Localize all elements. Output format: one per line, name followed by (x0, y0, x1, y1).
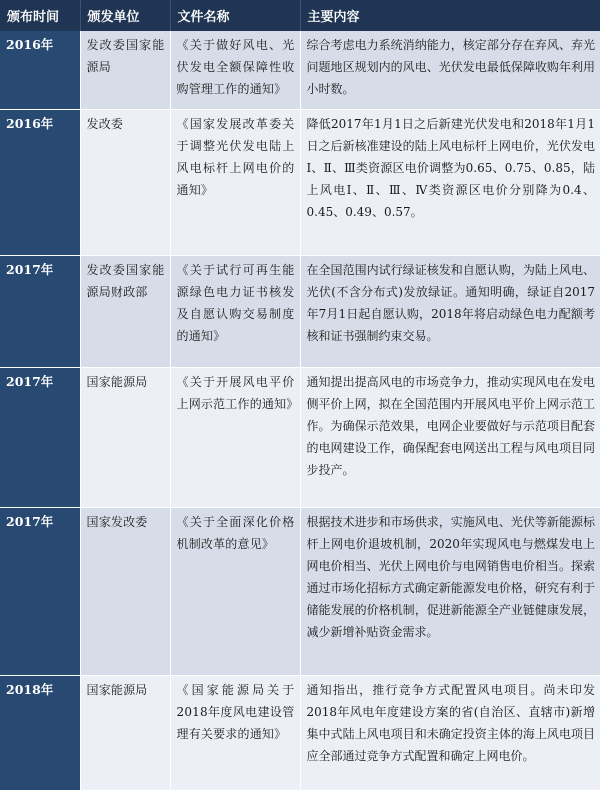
cell-doc: 《关于全面深化价格机制改革的意见》 (170, 507, 300, 675)
cell-doc: 《国家发展改革委关于调整光伏发电陆上风电标杆上网电价的通知》 (170, 109, 300, 255)
cell-year: 2017年 (0, 255, 80, 367)
cell-doc: 《关于做好风电、光伏发电全额保障性收购管理工作的通知》 (170, 31, 300, 109)
header-row (0, 0, 600, 31)
cell-doc: 《关于试行可再生能源绿色电力证书核发及自愿认购交易制度的通知》 (170, 255, 300, 367)
cell-org: 发改委国家能源局财政部 (80, 255, 170, 367)
table-row (0, 255, 600, 367)
header-doc: 文件名称 (170, 0, 300, 31)
table-row (0, 507, 600, 675)
cell-year: 2017年 (0, 507, 80, 675)
table-row (0, 31, 600, 109)
cell-org: 国家发改委 (80, 507, 170, 675)
cell-year: 2016年 (0, 109, 80, 255)
cell-content: 通知提出提高风电的市场竞争力，推动实现风电在发电侧平价上网，拟在全国范围内开展风电平价上网示范工作。为确保示范效果，电网企业要做好与示范项目配套的电网建设工作，确保配套电网送出工程与风电项目同步投产。 (300, 367, 600, 507)
header-year: 颁布时间 (0, 0, 80, 31)
cell-doc: 《国家能源局关于2018年度风电建设管理有关要求的通知》 (170, 675, 300, 790)
cell-org: 国家能源局 (80, 367, 170, 507)
cell-year: 2017年 (0, 367, 80, 507)
cell-content: 综合考虑电力系统消纳能力，核定部分存在弃风、弃光问题地区规划内的风电、光伏发电最低保障收购年利用小时数。 (300, 31, 600, 109)
table-header (0, 0, 600, 31)
cell-content: 根据技术进步和市场供求，实施风电、光伏等新能源标杆上网电价退坡机制，2020年实现风电与燃煤发电上网电价相当、光伏上网电价与电网销售电价相当。探索通过市场化招标方式确定新能源发电价格，研究有利于储能发展的价格机制，促进新能源全产业链健康发展，减少新增补贴资金需求。 (300, 507, 600, 675)
table-body (0, 31, 600, 790)
table-row (0, 367, 600, 507)
cell-year: 2018年 (0, 675, 80, 790)
cell-org: 国家能源局 (80, 675, 170, 790)
cell-content: 通知指出，推行竞争方式配置风电项目。尚未印发2018年风电年度建设方案的省(自治区、直辖市)新增集中式陆上风电项目和未确定投资主体的海上风电项目应全部通过竞争方式配置和确定上网电价。 (300, 675, 600, 790)
header-org: 颁发单位 (80, 0, 170, 31)
cell-year: 2016年 (0, 31, 80, 109)
cell-content: 降低2017年1月1日之后新建光伏发电和2018年1月1日之后新核准建设的陆上风电标杆上网电价，光伏发电Ⅰ、Ⅱ、Ⅲ类资源区电价调整为0.65、0.75、0.85，陆上风电Ⅰ、Ⅱ、Ⅲ、Ⅳ类资源区电价分别降为0.4、0.45、0.49、0.57。 (300, 109, 600, 255)
cell-org: 发改委 (80, 109, 170, 255)
cell-content: 在全国范围内试行绿证核发和自愿认购，为陆上风电、光伏(不含分布式)发放绿证。通知明确，绿证自2017年7月1日起自愿认购，2018年将启动绿色电力配额考核和证书强制约束交易。 (300, 255, 600, 367)
table-row (0, 109, 600, 255)
cell-doc: 《关于开展风电平价上网示范工作的通知》 (170, 367, 300, 507)
cell-org: 发改委国家能源局 (80, 31, 170, 109)
header-content: 主要内容 (300, 0, 600, 31)
table-row (0, 675, 600, 790)
